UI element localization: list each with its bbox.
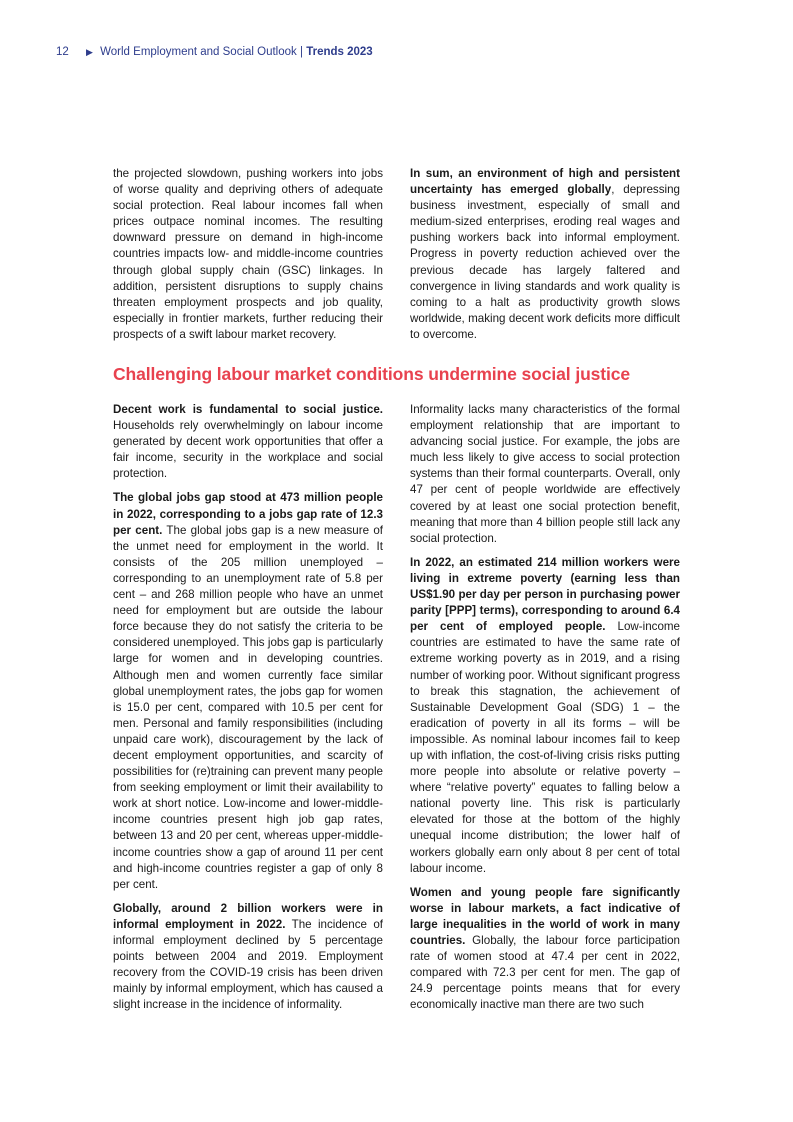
paragraph: Globally, around 2 billion workers were in informal employment in 2022. The incidence of informal employment declined by 5 percentage points between 2004 and 2019. Employment recovery from the COVID-19 crisis has been driven mainly by informal employment, which has caused a slight increase in the incidence of informality. — [113, 901, 383, 1012]
paragraph: Informality lacks many characteristics of the formal employment relationship that are important to advancing social justice. For example, the jobs are much less likely to give access to social protection systems than their formal counterparts. Overall, only 47 per cent of people worldwide are effectively covered by at least one social protection benefit, meaning that more than 4 billion people still lack any social protection. — [410, 403, 680, 545]
paragraph: Women and young people fare significantly worse in labour markets, a fact indicative of large inequalities in the world of work in many countries. Globally, the labour force participation rate of women stood at 47.4 per cent in 2022, compared with 72.3 per cent for men. The gap of 24.9 percentage points means that for every economically inactive man there are two such — [410, 885, 680, 1012]
running-header — [56, 46, 373, 58]
header-separator: | — [300, 46, 303, 58]
top-left-column — [113, 166, 383, 343]
paragraph: In 2022, an estimated 214 million workers were living in extreme poverty (earning less than US$1.90 per day per person in purchasing power parity [PPP] terms), corresponding to around 6.4 per cent of employed people. Low-income countries are estimated to have the same rate of extreme working poverty as in 2019, and a rising number of working poor. Without significant progress to break this stagnation, the achievement of Sustainable Development Goal (SDG) 1 – the eradication of poverty in all its forms – will be impossible. As nominal labour incomes fail to keep up with inflation, the cost-of-living crisis risks putting more people into absolute or relative poverty – where “relative poverty” equates to falling below a national poverty line. This risk is particularly elevated for those at the bottom of the highly unequal income distribution; the lower half of workers globally earn only about 8 per cent of total labour income. — [410, 555, 681, 875]
paragraph: the projected slowdown, pushing workers into jobs of worse quality and depriving others of adequate social protection. Real labour incomes fall when prices outpace nominal incomes. The resulting downward pressure on demand in high-income countries impacts low- and middle-income countries through global supply chain (GSC) linkages. In addition, persistent disruptions to supply chains threaten employment prospects and job quality, especially in frontier markets, further reducing their prospects of a swift labour market recovery. — [113, 167, 383, 341]
paragraph: The global jobs gap stood at 473 million people in 2022, corresponding to a jobs gap rate of 12.3 per cent. The global jobs gap is a new measure of the unmet need for employment in the world. It consists of the 205 million unemployed – corresponding to an unemployment rate of 5.8 per cent – and 268 million people who have an unmet need for employment but are outside the labour force because they do not satisfy the criteria to be considered unemployed. This jobs gap is particularly large for women and in developing countries. Although men and women currently face similar global unemployment rates, the jobs gap for women is 15.0 per cent, compared with 10.5 per cent for men. Personal and family responsibilities (including unpaid care work), discouragement by the lack of decent employment opportunities, and scarcity of possibilities for (re)training can prevent many people from seeking employment or limit their availability to work at short notice. Low-income and lower-middle-income countries present high job gap rates, between 13 and 20 per cent, whereas upper-middle-income countries show a gap of around 11 per cent and high-income countries register a gap of only 8 per cent. — [113, 491, 383, 891]
section-heading: Challenging labour market conditions undermine social justice — [113, 364, 631, 384]
paragraph: Decent work is fundamental to social justice. Households rely overwhelmingly on labour income generated by decent work opportunities that offer a fair income, security in the workplace and social protection. — [113, 403, 383, 481]
paragraph: In sum, an environment of high and persistent uncertainty has emerged globally, depressing business investment, especially of small and medium-sized enterprises, eroding real wages and pushing workers back into informal employment. Progress in poverty reduction achieved over the previous decade has largely faltered and convergence in living standards and work quality is coming to a halt as productivity growth slows worldwide, making decent work deficits more difficult to overcome. — [410, 167, 680, 341]
section-left-column — [113, 402, 383, 1013]
section-right-column — [410, 402, 680, 1013]
page-number: 12 — [56, 46, 69, 58]
triangle-bullet-icon: ▶ — [86, 47, 93, 57]
top-right-column — [410, 166, 680, 343]
edition-title: Trends 2023 — [306, 46, 373, 58]
series-title: World Employment and Social Outlook — [100, 46, 297, 58]
